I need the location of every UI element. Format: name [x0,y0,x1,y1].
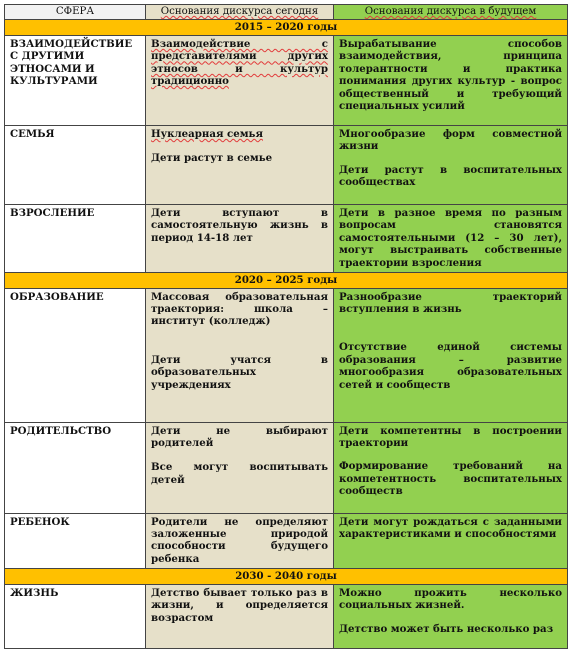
sphere-cell: ЖИЗНЬ [5,584,146,648]
today-cell [146,513,334,569]
future-text: Дети растут в воспитательных сообществах [339,163,562,189]
discourse-comparison-table [4,4,568,649]
future-cell [334,125,568,204]
sphere-cell: СЕМЬЯ [5,125,146,204]
sphere-cell: ВЗАИМОДЕЙСТВИЕ С ДРУГИМИ ЭТНОСАМИ И КУЛЬТУРАМИ [5,35,146,125]
header-today [146,5,334,20]
header-sphere: СФЕРА [5,5,146,20]
period-row-2015-2020 [5,20,568,35]
table-row-parenting [5,422,568,513]
today-text: Взаимодействие с представителями других этносов и культур традиционно [151,37,328,88]
today-text: Дети учатся в образовательных учреждениях [151,353,328,391]
today-cell [146,204,334,272]
today-text: Детство бывает только раз в жизни, и определяется возрастом [151,586,328,624]
sphere-cell: РОДИТЕЛЬСТВО [5,422,146,513]
today-text: Массовая образовательная траектория: школа – институт (колледж) [151,290,328,328]
today-text: Нуклеарная семья [151,127,263,140]
table-row-family [5,125,568,204]
today-text: Дети вступают в самостоятельную жизнь в период 14-18 лет [151,206,328,244]
today-cell [146,422,334,513]
table-row-child [5,513,568,569]
future-text: Дети компетентны в построении траектории [339,424,562,449]
table-row-growing [5,204,568,272]
future-cell [334,513,568,569]
today-cell [146,288,334,422]
future-text: Отсутствие единой системы образования – развитие многообразия образовательных сетей и сообществ [339,341,562,391]
table-row-life [5,584,568,648]
today-cell [146,125,334,204]
future-text: Дети могут рождаться с заданными характеристиками и способностями [339,515,562,540]
future-cell [334,584,568,648]
table-header-row [5,5,568,20]
header-today-text: Основания дискурса сегодня [160,6,319,17]
future-text: Формирование требований на компетентность воспитательных сообществ [339,460,562,498]
header-future-text: Основания дискурса в будущем [364,6,537,17]
table-row-interaction [5,35,568,125]
today-text: Дети не выбирают родителей [151,424,328,449]
period-row-2030-2040 [5,569,568,584]
sphere-cell: ВЗРОСЛЕНИЕ [5,204,146,272]
future-text: Детство может быть несколько раз [339,622,554,635]
period-label: 2015 – 2020 годы [5,20,568,35]
future-cell [334,288,568,422]
future-cell [334,204,568,272]
future-text: Вырабатывание способов взаимодействия, принципа толерантности и практика понимания других культур - вопрос общественный и требующий специальных усилий [339,37,562,113]
future-cell [334,422,568,513]
sphere-cell: ОБРАЗОВАНИЕ [5,288,146,422]
future-text: Можно прожить несколько социальных жизней. [339,586,562,612]
table-row-education [5,288,568,422]
period-label: 2030 - 2040 годы [5,569,568,584]
today-text: Родители не определяют заложенные природой способности будущего ребенка [151,515,328,565]
today-cell [146,584,334,648]
header-future [334,5,568,20]
period-label: 2020 – 2025 годы [5,273,568,288]
today-text: Все могут воспитывать детей [151,461,328,486]
future-cell [334,35,568,125]
period-row-2020-2025 [5,273,568,288]
future-text: Многообразие форм совместной жизни [339,127,562,153]
future-text: Разнообразие траекторий вступления в жизнь [339,290,562,315]
future-text: Дети в разное время по разным вопросам становятся самостоятельными (12 – 30 лет), могут выстраивать собственные траектории взросления [339,206,562,269]
today-text: Дети растут в семье [151,152,273,165]
sphere-cell: РЕБЕНОК [5,513,146,569]
today-cell [146,35,334,125]
